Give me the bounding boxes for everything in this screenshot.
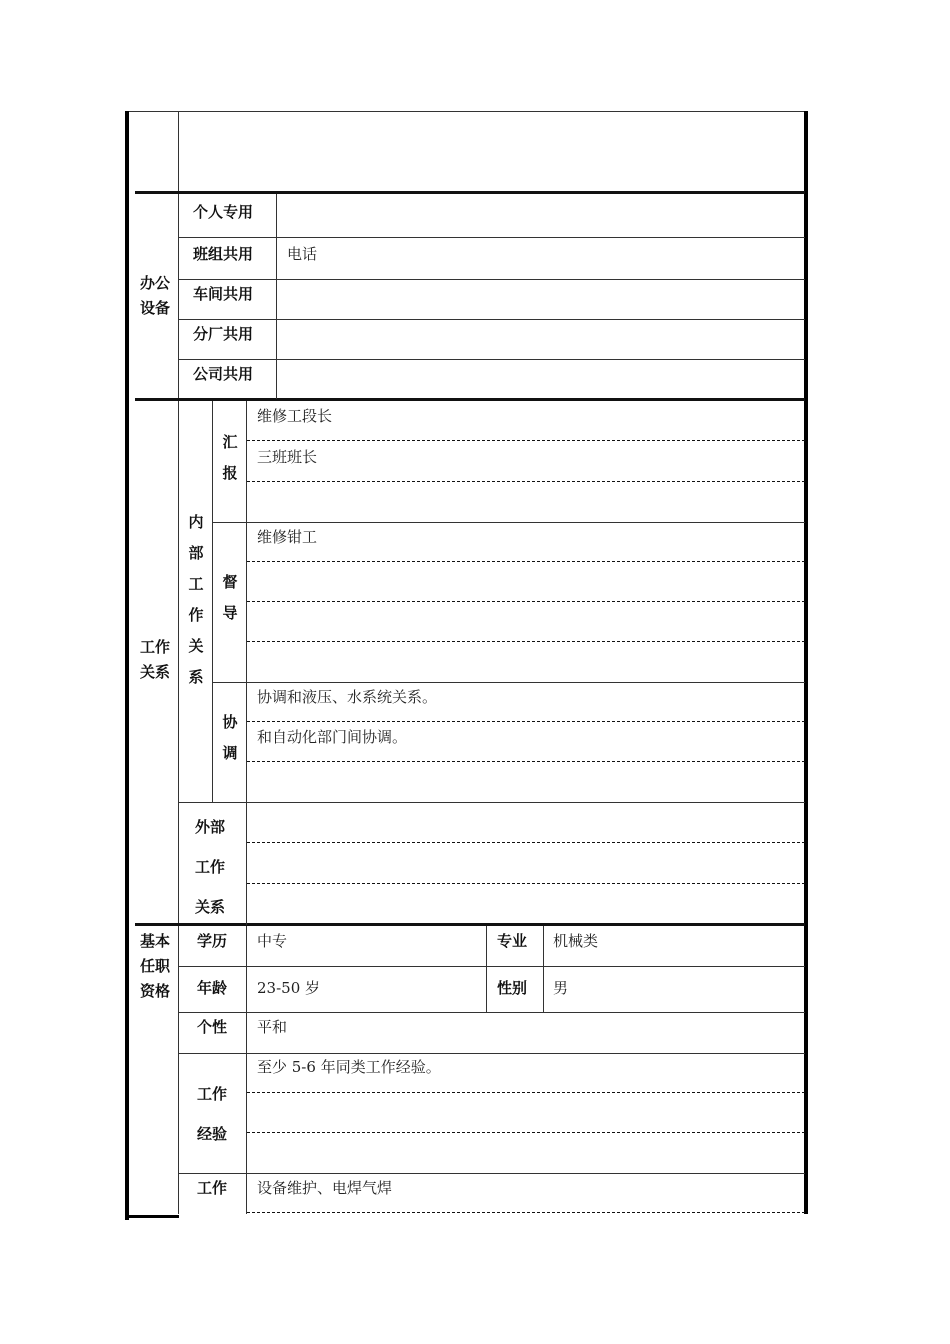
qual-row-line (179, 1173, 805, 1174)
internal-relations-label: 内 部 工 作 关 系 (188, 513, 204, 686)
external-dashed-line (247, 842, 805, 843)
supervise-dashed-line (247, 561, 805, 562)
work-relations-label: 工作 关系 (139, 638, 170, 681)
top-border (129, 111, 804, 112)
office-row-line (179, 319, 805, 320)
experience-dashed-line (247, 1132, 805, 1133)
supervise-dashed-line (247, 641, 805, 642)
col-divider-1 (178, 111, 179, 1214)
age-value: 23-50 岁 (257, 979, 321, 997)
coordinate-label: 协 调 (222, 713, 238, 762)
office-row-label-personal: 个人专用 (193, 203, 254, 221)
supervise-line-1: 维修钳工 (257, 528, 318, 546)
qual-mid-divider (486, 926, 487, 1013)
supervise-label: 督 导 (222, 573, 238, 622)
qual-row-line (179, 966, 805, 967)
personality-value: 平和 (257, 1018, 288, 1036)
office-row-label-workshop: 车间共用 (193, 285, 254, 303)
bottom-border (129, 1215, 179, 1218)
skills-label: 工作 (197, 1179, 228, 1197)
office-row-label-company: 公司共用 (193, 365, 254, 383)
qualifications-label: 基本 任职 资格 (139, 932, 170, 1000)
qual-row-line (179, 1012, 805, 1013)
job-description-form (125, 111, 809, 1220)
external-relations-label: 外部 工作 关系 (195, 818, 226, 916)
major-value: 机械类 (553, 932, 599, 950)
right-border (804, 111, 808, 1214)
external-dashed-line (247, 883, 805, 884)
supervise-dashed-line (247, 601, 805, 602)
internal-col-divider (212, 401, 213, 803)
gender-value: 男 (553, 979, 569, 997)
office-row-label-team: 班组共用 (193, 245, 254, 263)
report-dashed-line (247, 481, 805, 482)
section-separator-1 (135, 191, 805, 194)
personality-label: 个性 (197, 1018, 228, 1036)
report-block-bottom (213, 522, 805, 523)
gender-label: 性别 (497, 979, 528, 997)
report-label: 汇 报 (222, 433, 238, 482)
qual-row-line (179, 1053, 805, 1054)
experience-dashed-line (247, 1092, 805, 1093)
experience-label: 工作 经验 (197, 1085, 228, 1143)
office-row-value-team: 电话 (287, 245, 318, 263)
skills-value: 设备维护、电焊气焊 (257, 1179, 393, 1197)
experience-value: 至少 5-6 年同类工作经验。 (257, 1058, 441, 1076)
coordinate-dashed-line (247, 721, 805, 722)
qual-mid-divider (543, 926, 544, 1013)
report-line-2: 三班班长 (257, 448, 318, 466)
office-row-line (179, 279, 805, 280)
age-label: 年龄 (197, 979, 228, 997)
office-row-line (179, 237, 805, 238)
education-value: 中专 (257, 932, 288, 950)
section-separator-2 (135, 398, 805, 401)
report-dashed-line (247, 440, 805, 441)
supervise-block-bottom (213, 682, 805, 683)
major-label: 专业 (497, 932, 528, 950)
skills-dashed-line (247, 1212, 805, 1213)
external-col-divider (246, 803, 247, 925)
sublabel-col-divider (246, 401, 247, 803)
coordinate-dashed-line (247, 761, 805, 762)
office-row-label-branch: 分厂共用 (193, 325, 254, 343)
section-separator-3 (135, 923, 805, 926)
report-line-1: 维修工段长 (257, 407, 333, 425)
office-col-divider (276, 194, 277, 399)
coordinate-line-2: 和自动化部门间协调。 (257, 728, 408, 746)
left-border (125, 111, 129, 1220)
internal-block-bottom (179, 802, 805, 803)
coordinate-line-1: 协调和液压、水系统关系。 (257, 688, 438, 706)
education-label: 学历 (197, 932, 228, 950)
qual-label-col-divider (246, 926, 247, 1214)
office-equipment-label: 办公 设备 (139, 274, 170, 317)
office-row-line (179, 359, 805, 360)
